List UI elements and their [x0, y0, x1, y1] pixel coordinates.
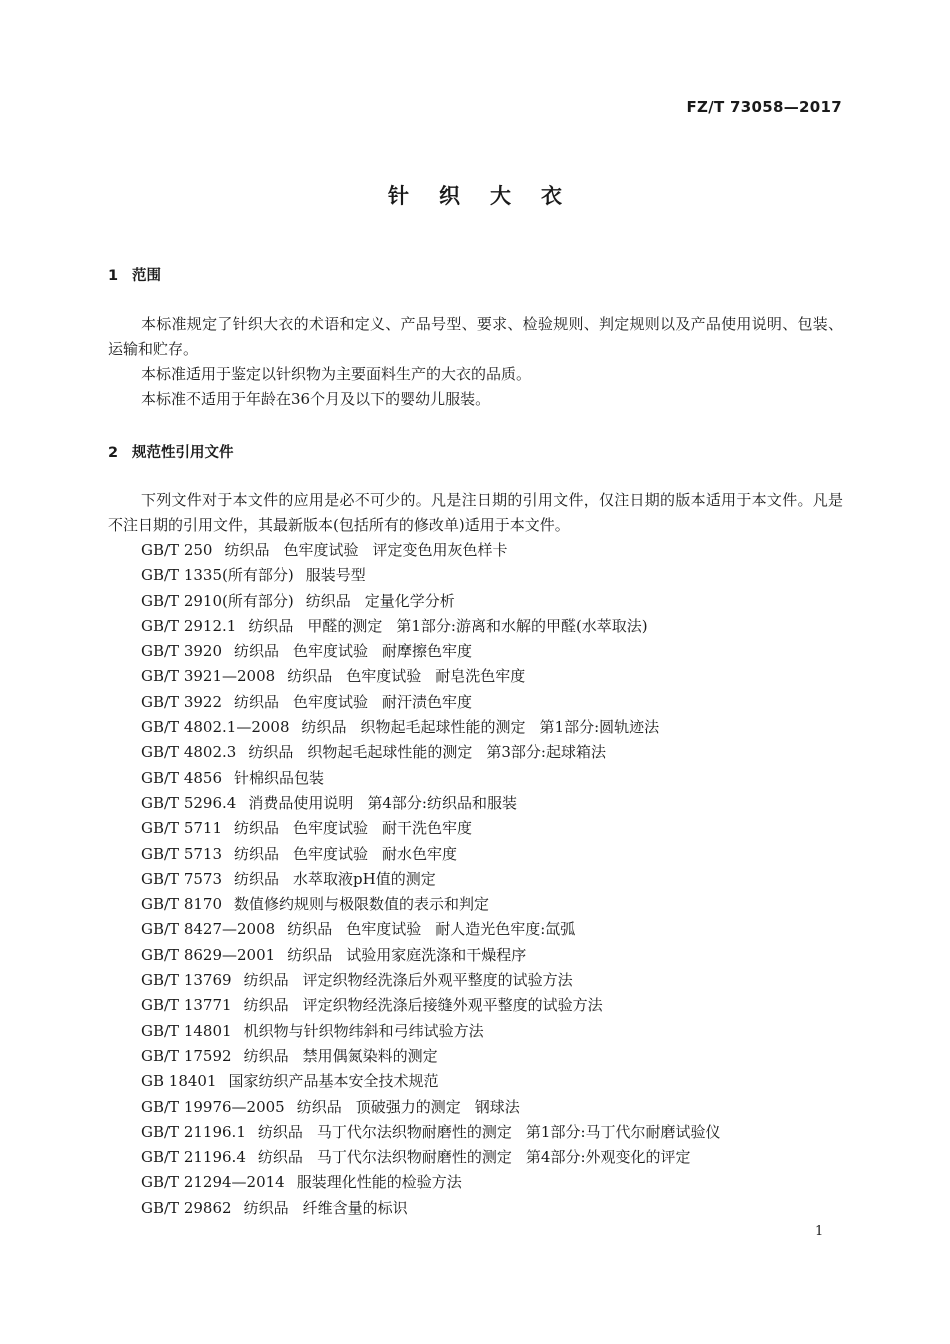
- reference-code: GB/T 21196.4: [141, 1148, 246, 1167]
- reference-title-part: 国家纺织产品基本安全技术规范: [228, 1072, 439, 1091]
- reference-item: [141, 943, 735, 968]
- reference-title-part: 纺织品: [234, 819, 280, 838]
- reference-item: [141, 664, 735, 689]
- reference-item: [141, 1044, 735, 1069]
- section-1-heading: [108, 264, 161, 285]
- reference-code: GB/T 29862: [141, 1198, 232, 1217]
- reference-item: [141, 589, 735, 614]
- reference-code: GB/T 3922: [141, 692, 223, 711]
- reference-item: [141, 842, 735, 867]
- reference-item: [141, 1170, 735, 1195]
- reference-code: GB/T 13771: [141, 996, 232, 1015]
- reference-code: GB/T 8427—2008: [141, 920, 276, 939]
- reference-code: GB/T 13769: [141, 971, 232, 990]
- reference-item: [141, 791, 735, 816]
- reference-item: [141, 1196, 735, 1221]
- reference-title-part: 耐干洗色牢度: [382, 819, 473, 838]
- section-1-number: 1: [108, 268, 119, 284]
- reference-title-part: 耐摩擦色牢度: [382, 642, 473, 661]
- reference-code: GB/T 3920: [141, 642, 223, 661]
- reference-title-part: 纺织品: [234, 692, 280, 711]
- section-1-paragraph: 本标准不适用于年龄在36个月及以下的婴幼儿服装。: [141, 390, 491, 408]
- reference-title-part: 第3部分:起球箱法: [486, 743, 606, 762]
- reference-title-part: 纺织品: [257, 1122, 303, 1141]
- reference-title-part: 耐汗渍色牢度: [382, 692, 473, 711]
- reference-item: [141, 766, 735, 791]
- reference-item: [141, 892, 735, 917]
- reference-title-part: 纺织品: [234, 642, 280, 661]
- reference-item: [141, 1069, 735, 1094]
- reference-title-part: 甲醛的测定: [307, 616, 383, 635]
- reference-code: GB/T 4856: [141, 768, 223, 787]
- reference-title-part: 第4部分:外观变化的评定: [525, 1148, 691, 1167]
- reference-code: GB/T 21294—2014: [141, 1173, 285, 1192]
- reference-item: [141, 1120, 735, 1145]
- reference-code: GB/T 19976—2005: [141, 1097, 285, 1116]
- section-1-title: 范围: [132, 268, 161, 284]
- reference-item: [141, 816, 735, 841]
- reference-title-part: 纺织品: [224, 541, 270, 559]
- reference-code: GB/T 21196.1: [141, 1122, 246, 1141]
- reference-item: [141, 867, 735, 892]
- section-2-title: 规范性引用文件: [132, 445, 234, 461]
- reference-title-part: 钢球法: [474, 1097, 520, 1116]
- reference-title-part: 评定变色用灰色样卡: [372, 541, 508, 559]
- reference-title-part: 试验用家庭洗涤和干燥程序: [346, 945, 527, 964]
- reference-title-part: 针棉织品包装: [234, 768, 325, 787]
- reference-list: [141, 538, 735, 1221]
- reference-title-part: 纺织品: [243, 971, 289, 990]
- page-number: 1: [815, 1224, 824, 1239]
- reference-title-part: 色牢度试验: [346, 667, 422, 686]
- reference-code: GB/T 8629—2001: [141, 945, 276, 964]
- reference-title-part: 纺织品: [248, 616, 294, 635]
- reference-item: [141, 1095, 735, 1120]
- reference-title-part: 纺织品: [234, 844, 280, 863]
- reference-title-part: 色牢度试验: [293, 819, 369, 838]
- reference-title-part: 马丁代尔法织物耐磨性的测定: [316, 1148, 512, 1167]
- reference-code: GB/T 7573: [141, 869, 223, 888]
- reference-item: [141, 968, 735, 993]
- reference-item: [141, 1145, 735, 1170]
- reference-title-part: 耐水色牢度: [382, 844, 458, 863]
- reference-title-part: 色牢度试验: [283, 541, 359, 559]
- reference-title-part: 纺织品: [234, 869, 280, 888]
- reference-item: [141, 639, 735, 664]
- reference-title-part: 纺织品: [287, 920, 333, 939]
- reference-title-part: 评定织物经洗涤后接缝外观平整度的试验方法: [302, 996, 603, 1015]
- reference-title-part: 织物起毛起球性能的测定: [307, 743, 473, 762]
- reference-code: GB 18401: [141, 1072, 217, 1091]
- reference-title-part: 禁用偶氮染料的测定: [302, 1046, 438, 1065]
- reference-item: [141, 690, 735, 715]
- reference-code: GB/T 17592: [141, 1046, 232, 1065]
- reference-title-part: 纺织品: [243, 1046, 289, 1065]
- reference-title-part: 第1部分:圆轨迹法: [539, 718, 660, 737]
- reference-title-part: 纺织品: [305, 591, 351, 610]
- reference-title-part: 色牢度试验: [293, 844, 369, 863]
- reference-title-part: 服装号型: [305, 566, 366, 585]
- reference-item: [141, 538, 735, 563]
- reference-title-part: 色牢度试验: [293, 692, 369, 711]
- reference-title-part: 消费品使用说明: [248, 793, 354, 812]
- reference-code: GB/T 5711: [141, 819, 223, 838]
- reference-title-part: 马丁代尔法织物耐磨性的测定: [316, 1122, 512, 1141]
- reference-title-part: 纺织品: [243, 1198, 289, 1217]
- standard-number: FZ/T 73058—2017: [686, 98, 842, 116]
- reference-code: GB/T 4802.3: [141, 743, 237, 762]
- reference-title-part: 纺织品: [287, 945, 333, 964]
- document-title: 针织大衣: [388, 184, 592, 208]
- reference-title-part: 评定织物经洗涤后外观平整度的试验方法: [302, 971, 573, 990]
- section-1-paragraph: 本标准规定了针织大衣的术语和定义、产品号型、要求、检验规则、判定规则以及产品使用说明、包装、运输和贮存。: [108, 315, 843, 358]
- reference-title-part: 纺织品: [243, 996, 289, 1015]
- reference-item: [141, 740, 735, 765]
- reference-title-part: 纺织品: [296, 1097, 342, 1116]
- reference-title-part: 定量化学分析: [364, 591, 455, 610]
- reference-title-part: 顶破强力的测定: [355, 1097, 461, 1116]
- reference-code: GB/T 8170: [141, 895, 223, 914]
- reference-item: [141, 993, 735, 1018]
- reference-title-part: 第1部分:游离和水解的甲醛(水萃取法): [396, 616, 648, 635]
- reference-title-part: 数值修约规则与极限数值的表示和判定: [234, 895, 490, 914]
- reference-code: GB/T 2910(所有部分): [141, 591, 294, 610]
- section-1-paragraph: 本标准适用于鉴定以针织物为主要面料生产的大衣的品质。: [141, 365, 532, 383]
- section-2-heading: [108, 441, 234, 462]
- reference-title-part: 色牢度试验: [293, 642, 369, 661]
- reference-title-part: 纺织品: [248, 743, 294, 762]
- reference-code: GB/T 2912.1: [141, 616, 237, 635]
- reference-title-part: 织物起毛起球性能的测定: [360, 718, 526, 737]
- reference-code: GB/T 5713: [141, 844, 223, 863]
- reference-title-part: 色牢度试验: [346, 920, 422, 939]
- reference-title-part: 纤维含量的标识: [302, 1198, 408, 1217]
- reference-item: [141, 563, 735, 588]
- reference-title-part: 服装理化性能的检验方法: [296, 1173, 462, 1192]
- reference-title-part: 第4部分:纺织品和服装: [367, 793, 517, 812]
- reference-item: [141, 1019, 735, 1044]
- reference-title-part: 纺织品: [257, 1148, 303, 1167]
- section-2-number: 2: [108, 445, 119, 461]
- reference-code: GB/T 14801: [141, 1021, 232, 1040]
- reference-item: [141, 917, 735, 942]
- reference-title-part: 耐人造光色牢度:氙弧: [435, 920, 576, 939]
- reference-item: [141, 614, 735, 639]
- reference-code: GB/T 3921—2008: [141, 667, 276, 686]
- reference-code: GB/T 250: [141, 541, 213, 559]
- reference-title-part: 耐皂洗色牢度: [435, 667, 526, 686]
- reference-title-part: 纺织品: [287, 667, 333, 686]
- reference-code: GB/T 5296.4: [141, 793, 237, 812]
- reference-title-part: 纺织品: [301, 718, 347, 737]
- reference-title-part: 水萃取液pH值的测定: [293, 869, 436, 888]
- reference-title-part: 第1部分:马丁代尔耐磨试验仪: [525, 1122, 721, 1141]
- reference-code: GB/T 1335(所有部分): [141, 566, 294, 585]
- section-2-intro: 下列文件对于本文件的应用是必不可少的。凡是注日期的引用文件，仅注日期的版本适用于本文件。凡是不注日期的引用文件，其最新版本(包括所有的修改单)适用于本文件。: [108, 491, 843, 534]
- reference-item: [141, 715, 735, 740]
- reference-title-part: 机织物与针织物纬斜和弓纬试验方法: [243, 1021, 484, 1040]
- reference-code: GB/T 4802.1—2008: [141, 718, 290, 737]
